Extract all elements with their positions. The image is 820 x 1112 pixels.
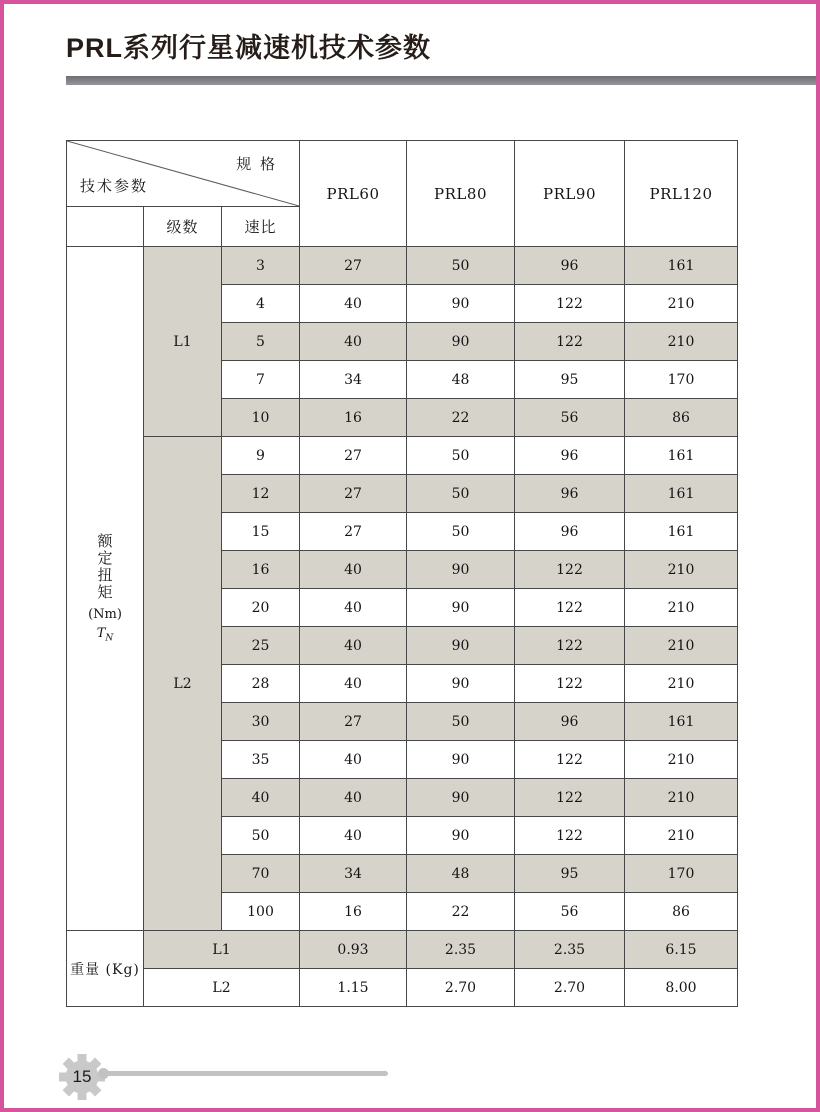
value-cell: 122 <box>515 741 625 779</box>
page-number-badge <box>59 1054 105 1100</box>
value-cell: 40 <box>300 627 407 665</box>
value-cell: 90 <box>407 741 515 779</box>
value-cell: 34 <box>300 361 407 399</box>
page-title: PRL系列行星减速机技术参数 <box>66 33 431 63</box>
value-cell: 96 <box>515 703 625 741</box>
value-cell: 90 <box>407 817 515 855</box>
weight-row <box>67 969 738 1007</box>
page-number: 15 <box>72 1067 92 1086</box>
value-cell: 27 <box>300 703 407 741</box>
diagonal-header-cell <box>67 141 300 207</box>
ratio-cell: 28 <box>222 665 300 703</box>
spec-table-body <box>67 247 738 1007</box>
tech-params-label: 技术参数 <box>80 177 149 195</box>
weight-stage-cell: L1 <box>144 931 300 969</box>
value-cell: 90 <box>407 589 515 627</box>
ratio-cell: 70 <box>222 855 300 893</box>
value-cell: 40 <box>300 589 407 627</box>
value-cell: 40 <box>300 817 407 855</box>
value-cell: 95 <box>515 855 625 893</box>
value-cell: 210 <box>625 551 738 589</box>
value-cell: 22 <box>407 893 515 931</box>
value-cell: 170 <box>625 361 738 399</box>
title-underline-bar <box>66 76 816 85</box>
value-cell: 95 <box>515 361 625 399</box>
value-cell: 210 <box>625 285 738 323</box>
rated-torque-vertical-text: 额定扭矩 <box>95 533 114 602</box>
value-cell: 122 <box>515 589 625 627</box>
ratio-cell: 4 <box>222 285 300 323</box>
value-cell: 210 <box>625 817 738 855</box>
value-cell: 50 <box>407 513 515 551</box>
value-cell: 161 <box>625 475 738 513</box>
value-cell: 161 <box>625 437 738 475</box>
value-cell: 50 <box>407 247 515 285</box>
value-cell: 50 <box>407 703 515 741</box>
value-cell: 50 <box>407 437 515 475</box>
ratio-cell: 50 <box>222 817 300 855</box>
ratio-cell: 12 <box>222 475 300 513</box>
value-cell: 56 <box>515 399 625 437</box>
value-cell: 16 <box>300 399 407 437</box>
value-cell: 122 <box>515 665 625 703</box>
value-cell: 161 <box>625 513 738 551</box>
spec-table <box>66 140 738 1007</box>
value-cell: 170 <box>625 855 738 893</box>
value-cell: 210 <box>625 741 738 779</box>
value-cell: 2.35 <box>515 931 625 969</box>
ratio-cell: 15 <box>222 513 300 551</box>
value-cell: 122 <box>515 323 625 361</box>
empty-header-cell <box>67 207 144 247</box>
value-cell: 40 <box>300 551 407 589</box>
ratio-cell: 5 <box>222 323 300 361</box>
value-cell: 122 <box>515 627 625 665</box>
value-cell: 122 <box>515 779 625 817</box>
rated-torque-label <box>67 533 143 644</box>
ratio-cell: 10 <box>222 399 300 437</box>
ratio-cell: 3 <box>222 247 300 285</box>
value-cell: 86 <box>625 893 738 931</box>
value-cell: 90 <box>407 627 515 665</box>
ratio-cell: 30 <box>222 703 300 741</box>
value-cell: 2.35 <box>407 931 515 969</box>
weight-row <box>67 931 738 969</box>
value-cell: 96 <box>515 247 625 285</box>
value-cell: 90 <box>407 779 515 817</box>
value-cell: 27 <box>300 247 407 285</box>
value-cell: 161 <box>625 247 738 285</box>
value-cell: 40 <box>300 779 407 817</box>
value-cell: 90 <box>407 665 515 703</box>
value-cell: 8.00 <box>625 969 738 1007</box>
value-cell: 40 <box>300 323 407 361</box>
value-cell: 86 <box>625 399 738 437</box>
value-cell: 2.70 <box>407 969 515 1007</box>
value-cell: 210 <box>625 323 738 361</box>
stage-cell: L1 <box>144 247 222 437</box>
header-row-1 <box>67 141 738 207</box>
column-header-prl80: PRL80 <box>407 141 515 247</box>
ratio-cell: 16 <box>222 551 300 589</box>
value-cell: 0.93 <box>300 931 407 969</box>
value-cell: 40 <box>300 665 407 703</box>
value-cell: 50 <box>407 475 515 513</box>
value-cell: 27 <box>300 437 407 475</box>
stage-cell: L2 <box>144 437 222 931</box>
rated-torque-label-cell <box>67 247 144 931</box>
value-cell: 122 <box>515 817 625 855</box>
value-cell: 40 <box>300 741 407 779</box>
ratio-cell: 35 <box>222 741 300 779</box>
value-cell: 1.15 <box>300 969 407 1007</box>
value-cell: 6.15 <box>625 931 738 969</box>
ratio-cell: 20 <box>222 589 300 627</box>
value-cell: 34 <box>300 855 407 893</box>
value-cell: 96 <box>515 513 625 551</box>
spec-header-label: 规 格 <box>236 155 278 173</box>
ratio-cell: 7 <box>222 361 300 399</box>
value-cell: 27 <box>300 475 407 513</box>
ratio-cell: 40 <box>222 779 300 817</box>
value-cell: 96 <box>515 437 625 475</box>
ratio-cell: 25 <box>222 627 300 665</box>
stages-header: 级数 <box>144 207 222 247</box>
value-cell: 22 <box>407 399 515 437</box>
column-header-prl120: PRL120 <box>625 141 738 247</box>
ratio-header: 速比 <box>222 207 300 247</box>
weight-label-cell: 重量 (Kg) <box>67 931 144 1007</box>
rated-torque-unit: (Nm) <box>88 607 122 623</box>
value-cell: 90 <box>407 323 515 361</box>
value-cell: 122 <box>515 285 625 323</box>
weight-stage-cell: L2 <box>144 969 300 1007</box>
value-cell: 2.70 <box>515 969 625 1007</box>
value-cell: 48 <box>407 855 515 893</box>
ratio-cell: 100 <box>222 893 300 931</box>
column-header-prl60: PRL60 <box>300 141 407 247</box>
footer-rule-line <box>105 1071 388 1076</box>
value-cell: 40 <box>300 285 407 323</box>
column-header-prl90: PRL90 <box>515 141 625 247</box>
value-cell: 90 <box>407 285 515 323</box>
value-cell: 48 <box>407 361 515 399</box>
rated-torque-symbol: $T_N$ <box>96 626 114 644</box>
table-row <box>67 437 738 475</box>
ratio-cell: 9 <box>222 437 300 475</box>
value-cell: 16 <box>300 893 407 931</box>
table-row <box>67 247 738 285</box>
value-cell: 210 <box>625 779 738 817</box>
value-cell: 96 <box>515 475 625 513</box>
value-cell: 210 <box>625 627 738 665</box>
value-cell: 210 <box>625 589 738 627</box>
value-cell: 161 <box>625 703 738 741</box>
value-cell: 56 <box>515 893 625 931</box>
value-cell: 210 <box>625 665 738 703</box>
value-cell: 122 <box>515 551 625 589</box>
value-cell: 90 <box>407 551 515 589</box>
value-cell: 27 <box>300 513 407 551</box>
